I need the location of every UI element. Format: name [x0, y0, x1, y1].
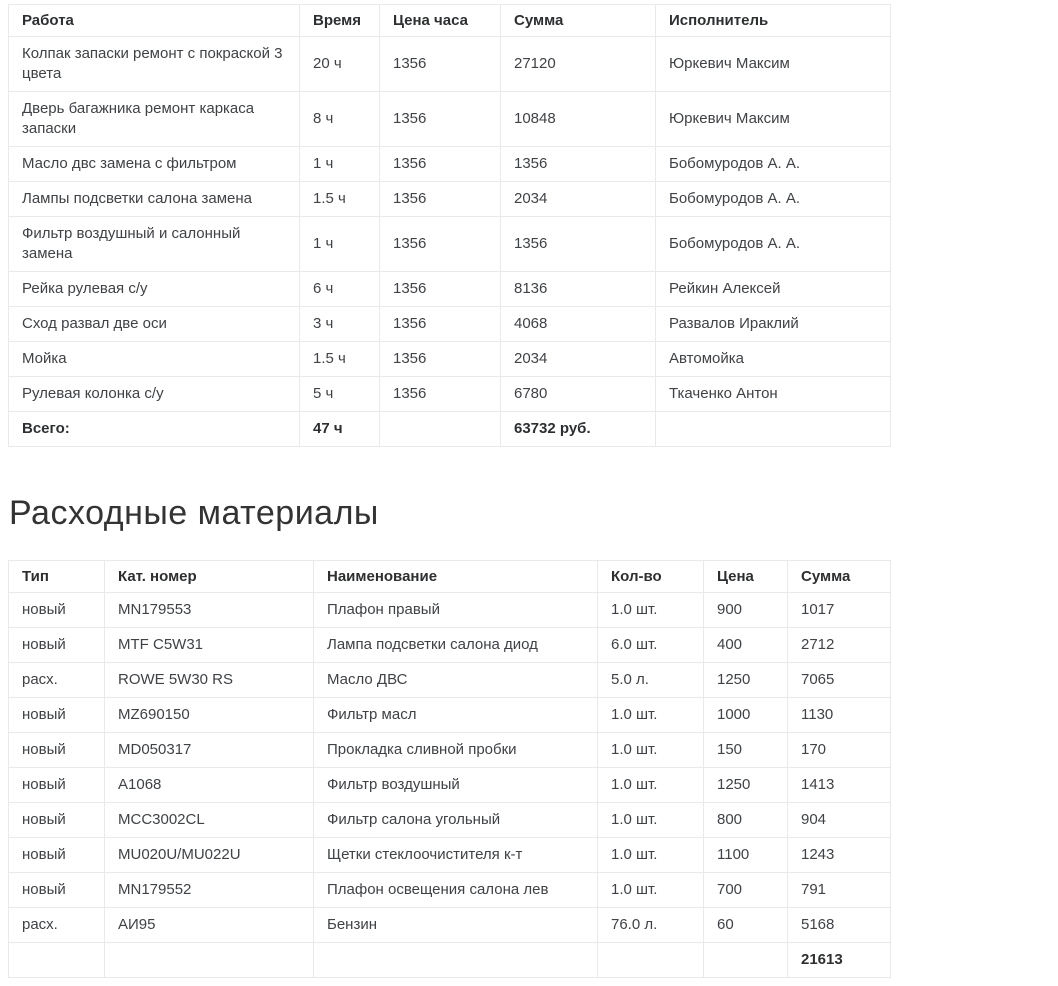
table-cell: 1.0 шт. [598, 803, 704, 838]
total-cell: 63732 руб. [501, 412, 656, 447]
total-cell [380, 412, 501, 447]
table-cell: 76.0 л. [598, 908, 704, 943]
table-cell: Рейкин Алексей [656, 272, 891, 307]
table-cell: MN179553 [105, 593, 314, 628]
table-cell: Рейка рулевая с/у [9, 272, 300, 307]
table-row [9, 698, 891, 733]
materials-table [8, 560, 891, 978]
table-row [9, 92, 891, 147]
table-cell: Бобомуродов А. А. [656, 182, 891, 217]
table-cell: 1.5 ч [300, 342, 380, 377]
table-cell: Рулевая колонка с/у [9, 377, 300, 412]
table-cell: 6.0 шт. [598, 628, 704, 663]
table-cell: расх. [9, 908, 105, 943]
table-cell: Развалов Ираклий [656, 307, 891, 342]
column-header: Цена часа [380, 5, 501, 37]
total-cell [704, 943, 788, 978]
table-cell: 3 ч [300, 307, 380, 342]
table-cell: новый [9, 593, 105, 628]
table-cell: новый [9, 733, 105, 768]
table-cell: 1000 [704, 698, 788, 733]
table-cell: 1250 [704, 768, 788, 803]
table-cell: 1356 [380, 272, 501, 307]
table-cell: 6 ч [300, 272, 380, 307]
table-row [9, 593, 891, 628]
section-title-materials: Расходные материалы [9, 494, 379, 532]
table-cell: 1.0 шт. [598, 873, 704, 908]
table-cell: Фильтр воздушный и салонный замена [9, 217, 300, 272]
total-cell [105, 943, 314, 978]
table-cell: Лампа подсветки салона диод [314, 628, 598, 663]
table-cell: MU020U/MU022U [105, 838, 314, 873]
table-cell: 1.0 шт. [598, 733, 704, 768]
table-cell: 1130 [788, 698, 891, 733]
table-row [9, 838, 891, 873]
table-cell: Дверь багажника ремонт каркаса запаски [9, 92, 300, 147]
table-cell: Масло ДВС [314, 663, 598, 698]
table-cell: 5168 [788, 908, 891, 943]
table-cell: 400 [704, 628, 788, 663]
table-cell: 60 [704, 908, 788, 943]
table-cell: 1356 [380, 217, 501, 272]
total-cell: 47 ч [300, 412, 380, 447]
table-cell: Юркевич Максим [656, 37, 891, 92]
table-cell: новый [9, 803, 105, 838]
table-cell: 2712 [788, 628, 891, 663]
table-row [9, 307, 891, 342]
total-row [9, 412, 891, 447]
table-cell: 20 ч [300, 37, 380, 92]
table-cell: MZ690150 [105, 698, 314, 733]
table-cell: 800 [704, 803, 788, 838]
table-row [9, 803, 891, 838]
total-row [9, 943, 891, 978]
table-cell: Фильтр масл [314, 698, 598, 733]
total-cell [598, 943, 704, 978]
table-cell: 1.0 шт. [598, 768, 704, 803]
column-header: Цена [704, 561, 788, 593]
column-header: Сумма [788, 561, 891, 593]
table-cell: 8136 [501, 272, 656, 307]
table-cell: Плафон правый [314, 593, 598, 628]
table-cell: 150 [704, 733, 788, 768]
total-cell [656, 412, 891, 447]
table-cell: 6780 [501, 377, 656, 412]
table-cell: MTF C5W31 [105, 628, 314, 663]
table-cell: Фильтр воздушный [314, 768, 598, 803]
table-row [9, 182, 891, 217]
table-cell: 4068 [501, 307, 656, 342]
table-cell: новый [9, 768, 105, 803]
table-cell: Бобомуродов А. А. [656, 217, 891, 272]
table-cell: 2034 [501, 342, 656, 377]
table-row [9, 37, 891, 92]
table-cell: Фильтр салона угольный [314, 803, 598, 838]
table-cell: 1413 [788, 768, 891, 803]
table-cell: Бобомуродов А. А. [656, 147, 891, 182]
table-cell: новый [9, 628, 105, 663]
table-row [9, 217, 891, 272]
table-cell: 1.0 шт. [598, 698, 704, 733]
table-cell: 1356 [380, 92, 501, 147]
table-cell: 1356 [380, 377, 501, 412]
table-cell: 1243 [788, 838, 891, 873]
total-cell [314, 943, 598, 978]
table-cell: Автомойка [656, 342, 891, 377]
total-cell: 21613 [788, 943, 891, 978]
total-cell [9, 943, 105, 978]
table-cell: 5 ч [300, 377, 380, 412]
table-cell: 904 [788, 803, 891, 838]
table-cell: 1.0 шт. [598, 838, 704, 873]
table-cell: 170 [788, 733, 891, 768]
table-row [9, 873, 891, 908]
table-cell: 1017 [788, 593, 891, 628]
table-cell: Плафон освещения салона лев [314, 873, 598, 908]
table-cell: Лампы подсветки салона замена [9, 182, 300, 217]
column-header: Исполнитель [656, 5, 891, 37]
table-cell: 1.0 шт. [598, 593, 704, 628]
table-cell: Прокладка сливной пробки [314, 733, 598, 768]
table-cell: Бензин [314, 908, 598, 943]
table-cell: Масло двс замена с фильтром [9, 147, 300, 182]
table-row [9, 733, 891, 768]
column-header: Сумма [501, 5, 656, 37]
table-cell: 791 [788, 873, 891, 908]
table-cell: 1100 [704, 838, 788, 873]
table-cell: MCC3002CL [105, 803, 314, 838]
table-cell: новый [9, 838, 105, 873]
column-header: Кол-во [598, 561, 704, 593]
table-cell: 1356 [501, 147, 656, 182]
table-cell: 700 [704, 873, 788, 908]
table-cell: 1250 [704, 663, 788, 698]
table-cell: Колпак запаски ремонт с покраской 3 цвета [9, 37, 300, 92]
table-cell: новый [9, 873, 105, 908]
table-cell: 1356 [380, 342, 501, 377]
table-cell: 7065 [788, 663, 891, 698]
table-cell: 900 [704, 593, 788, 628]
table-cell: 1 ч [300, 217, 380, 272]
table-cell: Ткаченко Антон [656, 377, 891, 412]
table-cell: 1 ч [300, 147, 380, 182]
table-row [9, 908, 891, 943]
table-cell: Щетки стеклоочистителя к-т [314, 838, 598, 873]
table-cell: Мойка [9, 342, 300, 377]
work-table [8, 4, 891, 447]
table-cell: Сход развал две оси [9, 307, 300, 342]
table-cell: 1.5 ч [300, 182, 380, 217]
table-cell: 10848 [501, 92, 656, 147]
table-cell: расх. [9, 663, 105, 698]
table-cell: 1356 [380, 307, 501, 342]
header-row [9, 561, 891, 593]
total-cell: Всего: [9, 412, 300, 447]
column-header: Время [300, 5, 380, 37]
table-cell: ROWE 5W30 RS [105, 663, 314, 698]
table-cell: 5.0 л. [598, 663, 704, 698]
header-row [9, 5, 891, 37]
table-row [9, 377, 891, 412]
table-cell: MN179552 [105, 873, 314, 908]
table-row [9, 147, 891, 182]
table-row [9, 628, 891, 663]
table-cell: 1356 [380, 37, 501, 92]
column-header: Наименование [314, 561, 598, 593]
table-row [9, 663, 891, 698]
table-cell: 1356 [380, 147, 501, 182]
table-cell: 2034 [501, 182, 656, 217]
table-cell: 1356 [380, 182, 501, 217]
column-header: Тип [9, 561, 105, 593]
table-row [9, 342, 891, 377]
table-row [9, 272, 891, 307]
table-cell: Юркевич Максим [656, 92, 891, 147]
column-header: Работа [9, 5, 300, 37]
table-cell: новый [9, 698, 105, 733]
table-cell: A1068 [105, 768, 314, 803]
table-cell: 8 ч [300, 92, 380, 147]
table-cell: MD050317 [105, 733, 314, 768]
column-header: Кат. номер [105, 561, 314, 593]
table-cell: 1356 [501, 217, 656, 272]
table-cell: АИ95 [105, 908, 314, 943]
table-row [9, 768, 891, 803]
table-cell: 27120 [501, 37, 656, 92]
